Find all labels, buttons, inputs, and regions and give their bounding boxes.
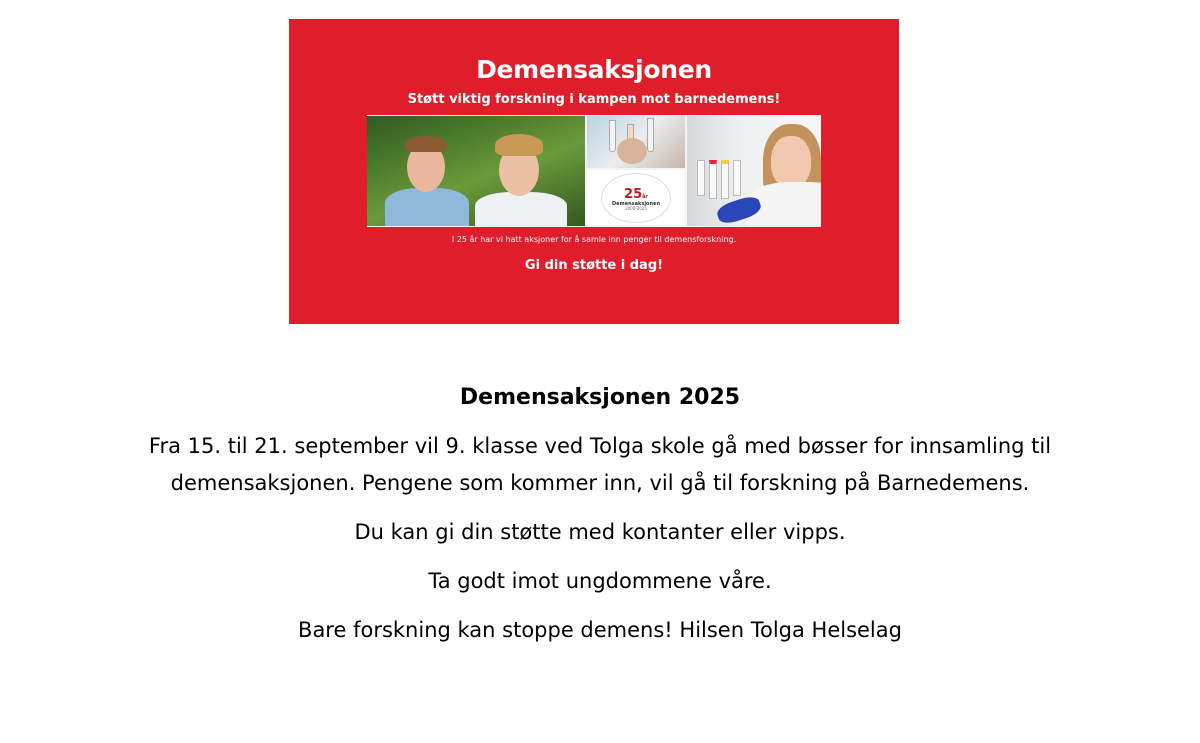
paragraph-payment-info: Du kan gi din støtte med kontanter eller vipps. (354, 520, 846, 544)
campaign-banner (289, 19, 899, 324)
banner-call-to-action: Gi din støtte i dag! (524, 258, 664, 273)
test-tube (609, 120, 616, 152)
rack-tube (709, 160, 717, 199)
female-scientist-photo (687, 116, 821, 226)
paragraph-welcome: Ta godt imot ungdommene våre. (428, 569, 772, 593)
person-left (385, 188, 469, 226)
photo-collage (367, 115, 821, 227)
rack-tube (697, 160, 705, 196)
badge-number-suffix: år (642, 193, 648, 200)
paragraph-campaign-info: Fra 15. til 21. september vil 9. klasse ved Tolga skole gå med bøsser for innsamling til demensaksjonen. Pengene som kommer inn, vil gå til forskning på Barnedemens. (148, 434, 1052, 495)
rack-tube (721, 160, 729, 199)
scientist-face (617, 138, 647, 164)
paragraph-signature: Bare forskning kan stoppe demens! Hilsen Tolga Helselag (298, 618, 902, 642)
two-young-men-photo (367, 116, 585, 226)
scientist-face (771, 136, 811, 188)
banner-title: Demensaksjonen (476, 55, 712, 84)
lab-tubes-photo (587, 116, 685, 168)
document-body (0, 380, 1200, 661)
badge-number: 25 (624, 186, 643, 202)
hair-left (405, 136, 447, 152)
badge-circle (601, 173, 671, 223)
lab-badge-column (587, 116, 685, 226)
banner-note: I 25 år har vi hatt aksjoner for å samle inn penger til demensforskning. (451, 235, 737, 244)
person-right (475, 192, 567, 226)
anniversary-badge (587, 170, 685, 226)
badge-years: 2000-2025 (625, 205, 647, 211)
banner-subtitle: Støtt viktig forskning i kampen mot barnedemens! (407, 92, 781, 107)
hair-right (495, 134, 543, 156)
document-title: Demensaksjonen 2025 (459, 385, 741, 410)
rack-tube (733, 160, 741, 196)
badge-name: Demensaksjonen (611, 200, 660, 207)
test-tube (647, 118, 654, 152)
